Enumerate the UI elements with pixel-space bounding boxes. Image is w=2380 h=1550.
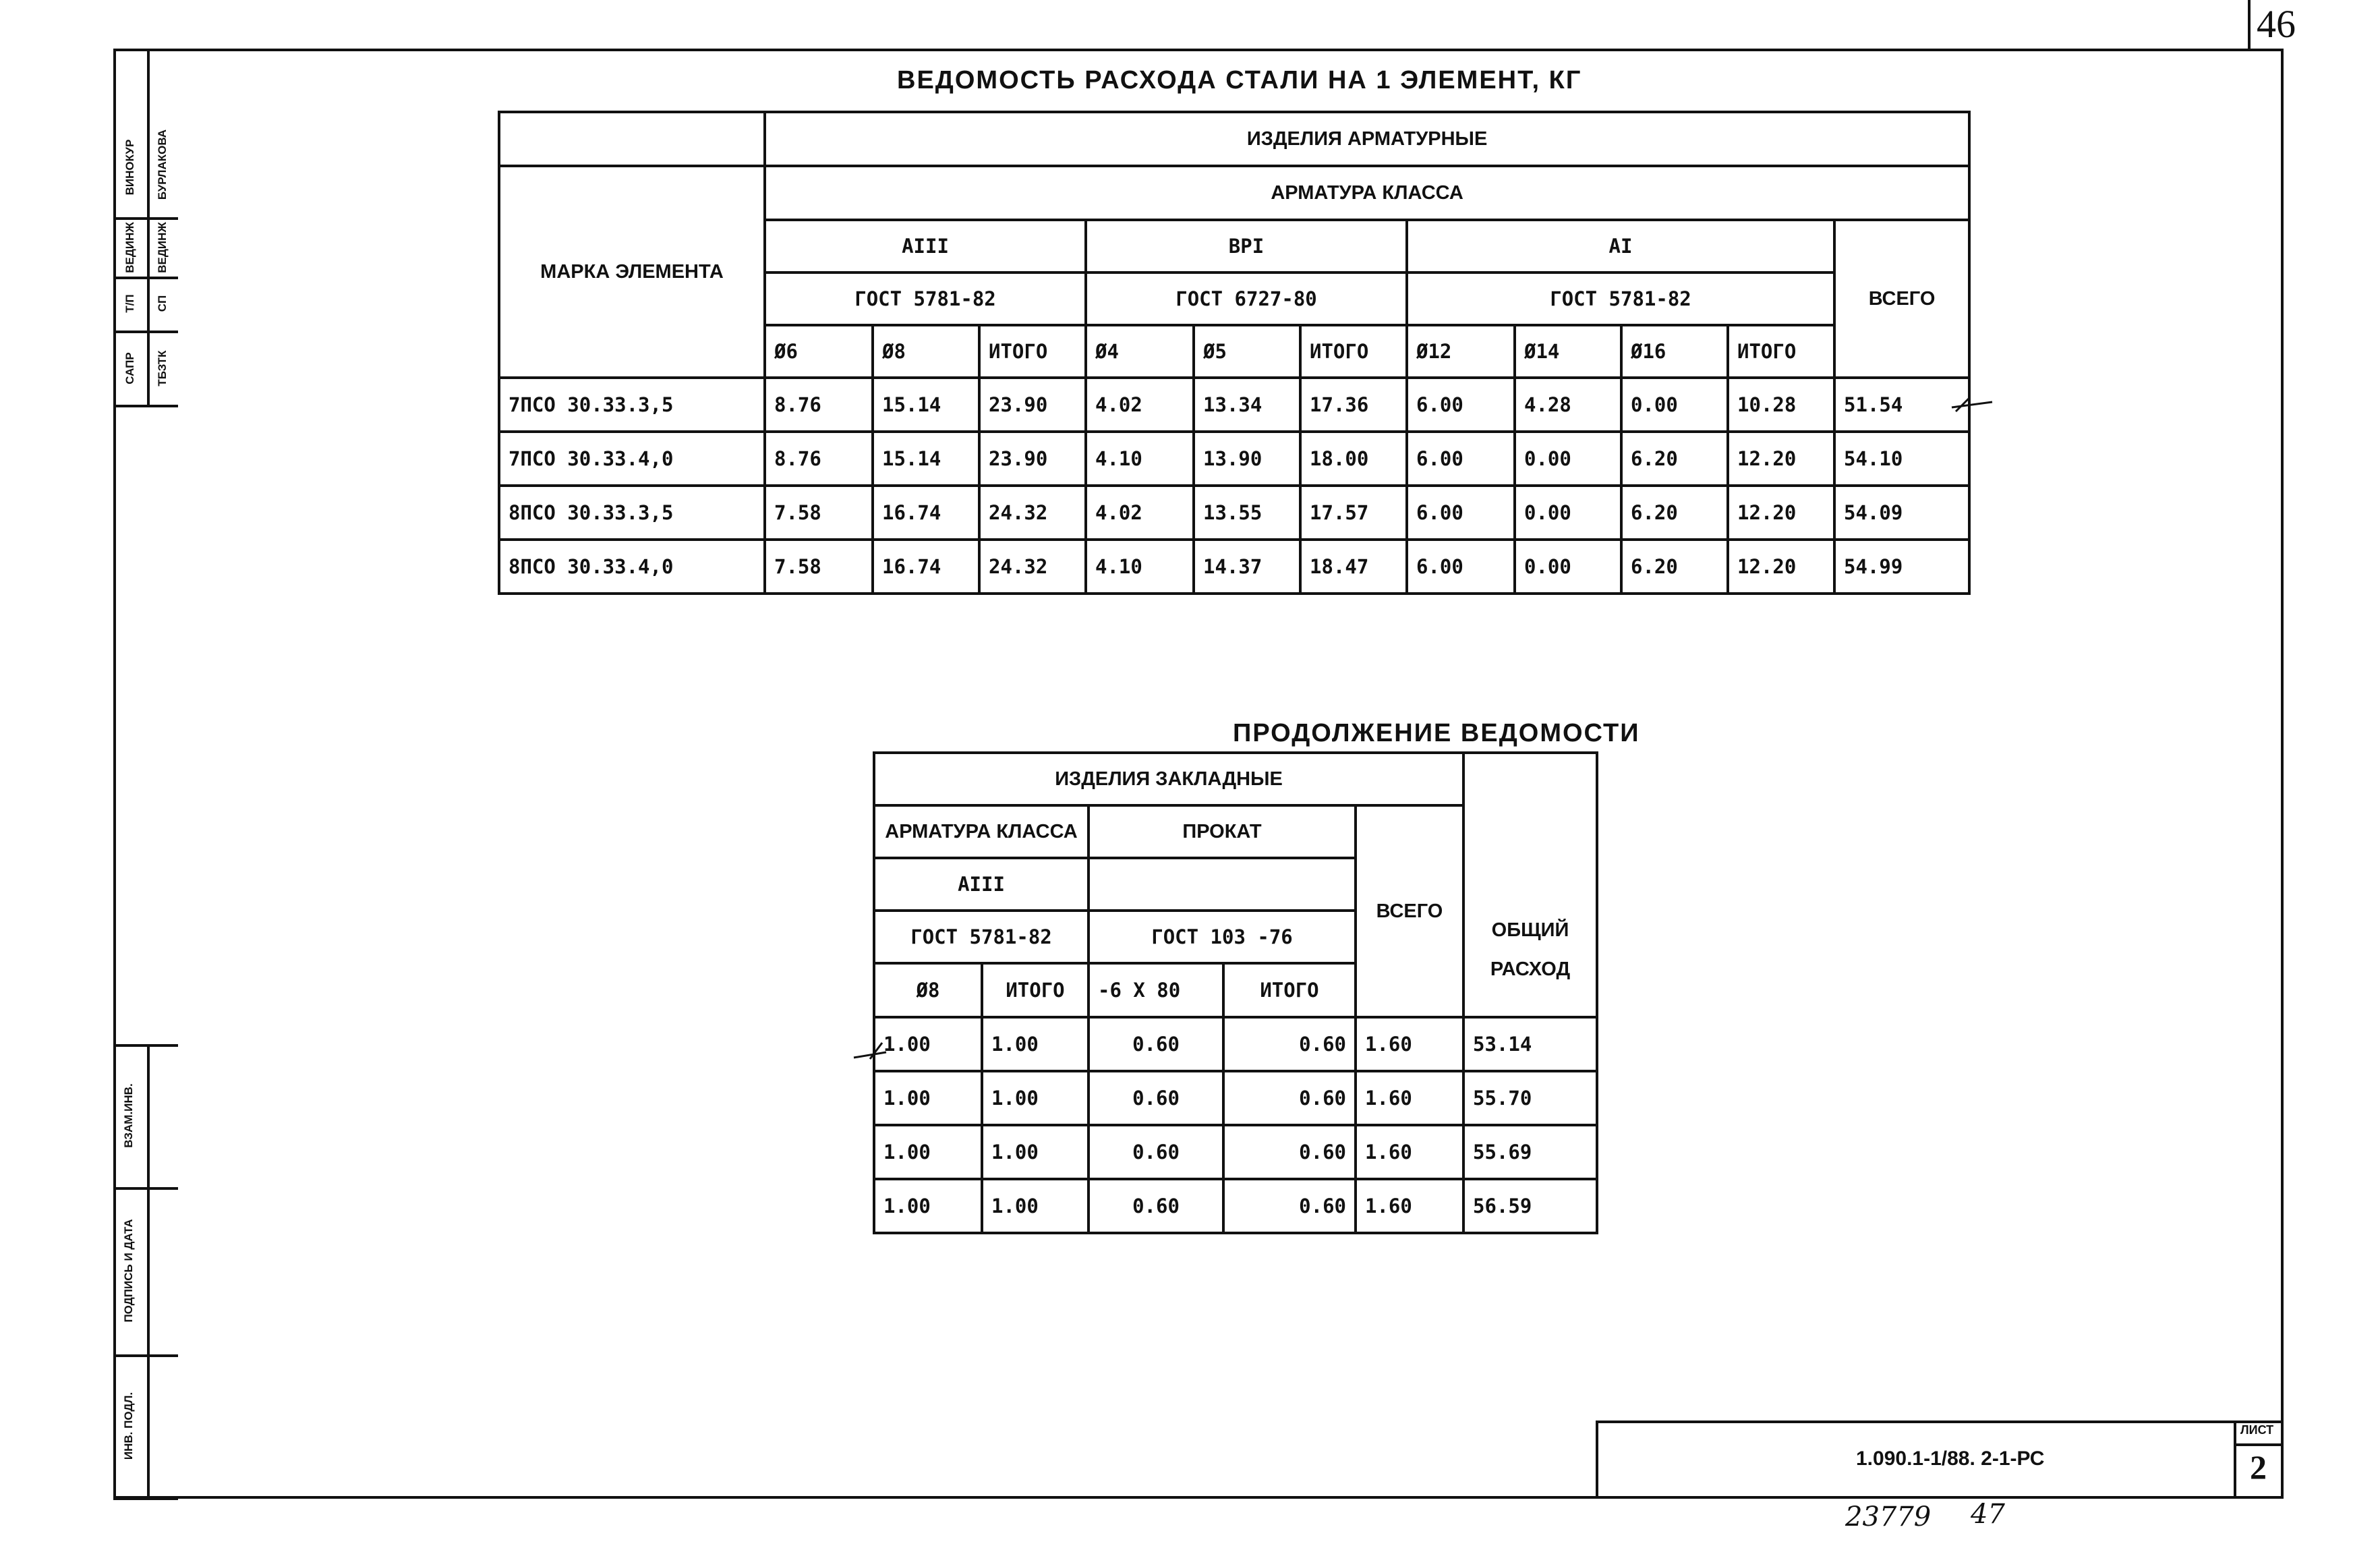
table-cell: 55.69 xyxy=(1463,1125,1597,1179)
steel-consumption-table xyxy=(498,111,1971,595)
column-header: Ø14 xyxy=(1515,325,1621,378)
element-mark: 7ПСО 30.33.3,5 xyxy=(499,378,765,432)
table-cell: 6.00 xyxy=(1407,540,1515,594)
header-total: ВСЕГО xyxy=(1356,805,1463,1017)
element-mark: 7ПСО 30.33.4,0 xyxy=(499,432,765,486)
side-stamp-label: ПОДПИСЬ И ДАТА xyxy=(122,1219,135,1323)
table-cell: 54.99 xyxy=(1834,540,1969,594)
side-stamp-label: СП xyxy=(156,295,169,312)
group-gost: ГОСТ 6727-80 xyxy=(1086,272,1407,325)
table-cell: 1.00 xyxy=(874,1125,982,1179)
table-cell: 1.00 xyxy=(874,1071,982,1125)
table2-title: ПРОДОЛЖЕНИЕ ВЕДОМОСТИ xyxy=(1233,719,1640,747)
table-cell: 0.60 xyxy=(1089,1125,1223,1179)
table-cell: 12.20 xyxy=(1728,432,1834,486)
side-stamp-label: ИНВ. ПОДЛ. xyxy=(122,1391,135,1460)
table-cell: 12.20 xyxy=(1728,486,1834,540)
table-cell: 6.20 xyxy=(1621,540,1728,594)
table-cell: 1.00 xyxy=(982,1017,1089,1071)
table-cell: 4.02 xyxy=(1086,486,1194,540)
page-number: 46 xyxy=(2257,2,2296,46)
table-cell: 55.70 xyxy=(1463,1071,1597,1125)
sheet-number: 2 xyxy=(2250,1448,2267,1486)
table-cell: 0.60 xyxy=(1223,1179,1356,1233)
table-cell: 18.47 xyxy=(1300,540,1407,594)
table-cell: 15.14 xyxy=(873,432,979,486)
column-header: Ø16 xyxy=(1621,325,1728,378)
header-products: ИЗДЕЛИЯ ЗАКЛАДНЫЕ xyxy=(874,753,1463,805)
table-cell: 51.54 xyxy=(1834,378,1969,432)
table-row xyxy=(874,1071,1597,1125)
table-cell: 0.00 xyxy=(1515,540,1621,594)
element-mark: 8ПСО 30.33.3,5 xyxy=(499,486,765,540)
embedded-parts-table xyxy=(873,751,1598,1234)
table-cell: 54.10 xyxy=(1834,432,1969,486)
group-gost: ГОСТ 5781-82 xyxy=(874,911,1089,963)
table-cell: 0.60 xyxy=(1089,1071,1223,1125)
column-header: Ø6 xyxy=(765,325,873,378)
group-name: AIII xyxy=(765,220,1086,272)
header-products: ИЗДЕЛИЯ АРМАТУРНЫЕ xyxy=(765,112,1969,166)
table-cell: 24.32 xyxy=(979,486,1086,540)
table1-title: ВЕДОМОСТЬ РАСХОДА СТАЛИ НА 1 ЭЛЕМЕНТ, КГ xyxy=(897,66,1582,94)
table-cell: 18.00 xyxy=(1300,432,1407,486)
table-cell: 4.28 xyxy=(1515,378,1621,432)
table-cell: 6.20 xyxy=(1621,432,1728,486)
column-header: ИТОГО xyxy=(979,325,1086,378)
column-header: ИТОГО xyxy=(1223,963,1356,1017)
table-cell: 0.60 xyxy=(1089,1179,1223,1233)
column-header: Ø8 xyxy=(874,963,982,1017)
table-cell: 6.20 xyxy=(1621,486,1728,540)
table-cell: 6.00 xyxy=(1407,486,1515,540)
table-cell: 0.60 xyxy=(1223,1125,1356,1179)
table-cell: 4.02 xyxy=(1086,378,1194,432)
side-stamp-label: ВИНОКУР xyxy=(123,139,136,196)
header-class: АРМАТУРА КЛАССА xyxy=(765,166,1969,220)
table-cell: 0.00 xyxy=(1515,432,1621,486)
group-gost: ГОСТ 5781-82 xyxy=(765,272,1086,325)
blank-cell xyxy=(1089,858,1356,911)
table-cell: 1.00 xyxy=(982,1125,1089,1179)
table-cell: 0.60 xyxy=(1223,1017,1356,1071)
group-gost: ГОСТ 103 -76 xyxy=(1089,911,1356,963)
table-row xyxy=(874,1179,1597,1233)
side-stamp-label: ВЗАМ.ИНВ. xyxy=(122,1083,135,1148)
table-row xyxy=(499,432,1969,486)
table-row xyxy=(874,1125,1597,1179)
table-cell: 24.32 xyxy=(979,540,1086,594)
column-header: Ø4 xyxy=(1086,325,1194,378)
table-cell: 0.00 xyxy=(1621,378,1728,432)
table-cell: 54.09 xyxy=(1834,486,1969,540)
table-cell: 4.10 xyxy=(1086,540,1194,594)
table-cell: 53.14 xyxy=(1463,1017,1597,1071)
table-cell: 13.90 xyxy=(1194,432,1300,486)
side-stamp-label: ВЕДИНЖ xyxy=(123,222,136,273)
header-mark: МАРКА ЭЛЕМЕНТА xyxy=(499,166,765,378)
header-class: АРМАТУРА КЛАССА xyxy=(874,805,1089,858)
table-row xyxy=(499,540,1969,594)
pencil-mark xyxy=(851,1039,892,1063)
table-cell: 1.00 xyxy=(982,1071,1089,1125)
column-header: ИТОГО xyxy=(1728,325,1834,378)
group-name: ВРI xyxy=(1086,220,1407,272)
table-cell: 0.60 xyxy=(1089,1017,1223,1071)
table-cell: 1.00 xyxy=(874,1017,982,1071)
sheet-label: ЛИСТ xyxy=(2240,1423,2274,1437)
pencil-mark xyxy=(1949,391,1996,418)
table-cell: 0.00 xyxy=(1515,486,1621,540)
column-header: -6 X 80 xyxy=(1089,963,1223,1017)
handwritten-number: 47 xyxy=(1971,1499,2005,1530)
table-cell: 0.60 xyxy=(1223,1071,1356,1125)
header-overall-line1: ОБЩИЙ xyxy=(1491,919,1569,941)
table-cell: 1.60 xyxy=(1356,1125,1463,1179)
group-name: AI xyxy=(1407,220,1834,272)
table-cell: 7.58 xyxy=(765,540,873,594)
element-mark: 8ПСО 30.33.4,0 xyxy=(499,540,765,594)
document-code: 1.090.1-1/88. 2-1-РС xyxy=(1856,1447,2045,1470)
table-cell: 16.74 xyxy=(873,486,979,540)
blank-cell xyxy=(499,112,765,166)
table-row xyxy=(499,378,1969,432)
table-cell: 8.76 xyxy=(765,378,873,432)
table-cell: 6.00 xyxy=(1407,432,1515,486)
table-cell: 1.00 xyxy=(982,1179,1089,1233)
table-cell: 1.60 xyxy=(1356,1071,1463,1125)
group-gost: ГОСТ 5781-82 xyxy=(1407,272,1834,325)
side-stamp-label: ТБЗТК xyxy=(156,350,169,386)
header-total: ВСЕГО xyxy=(1834,220,1969,378)
table-cell: 14.37 xyxy=(1194,540,1300,594)
table-cell: 23.90 xyxy=(979,378,1086,432)
header-overall-line2: РАСХОД xyxy=(1490,958,1571,980)
side-stamp-label: Т/П xyxy=(123,294,136,313)
header-overall xyxy=(1463,753,1597,1017)
column-header: ИТОГО xyxy=(1300,325,1407,378)
table-cell: 17.57 xyxy=(1300,486,1407,540)
table-row xyxy=(874,1017,1597,1071)
side-stamp-label: САПР xyxy=(123,352,136,384)
table-cell: 56.59 xyxy=(1463,1179,1597,1233)
group-name: AIII xyxy=(874,858,1089,911)
table-cell: 13.34 xyxy=(1194,378,1300,432)
column-header: Ø8 xyxy=(873,325,979,378)
table-cell: 1.60 xyxy=(1356,1017,1463,1071)
side-stamp-label: ВЕДИНЖ xyxy=(156,222,169,273)
table-cell: 1.60 xyxy=(1356,1179,1463,1233)
table-cell: 6.00 xyxy=(1407,378,1515,432)
table-cell: 4.10 xyxy=(1086,432,1194,486)
table-cell: 12.20 xyxy=(1728,540,1834,594)
table-cell: 7.58 xyxy=(765,486,873,540)
column-header: ИТОГО xyxy=(982,963,1089,1017)
table-cell: 8.76 xyxy=(765,432,873,486)
table-cell: 23.90 xyxy=(979,432,1086,486)
table-row xyxy=(499,486,1969,540)
table-cell: 1.00 xyxy=(874,1179,982,1233)
header-rolled: ПРОКАТ xyxy=(1089,805,1356,858)
column-header: Ø5 xyxy=(1194,325,1300,378)
column-header: Ø12 xyxy=(1407,325,1515,378)
table-cell: 17.36 xyxy=(1300,378,1407,432)
handwritten-number: 23779 xyxy=(1845,1501,1932,1532)
table-cell: 15.14 xyxy=(873,378,979,432)
side-stamp-label: БУРЛАКОВА xyxy=(156,129,169,200)
table-cell: 13.55 xyxy=(1194,486,1300,540)
table-cell: 16.74 xyxy=(873,540,979,594)
table-cell: 10.28 xyxy=(1728,378,1834,432)
